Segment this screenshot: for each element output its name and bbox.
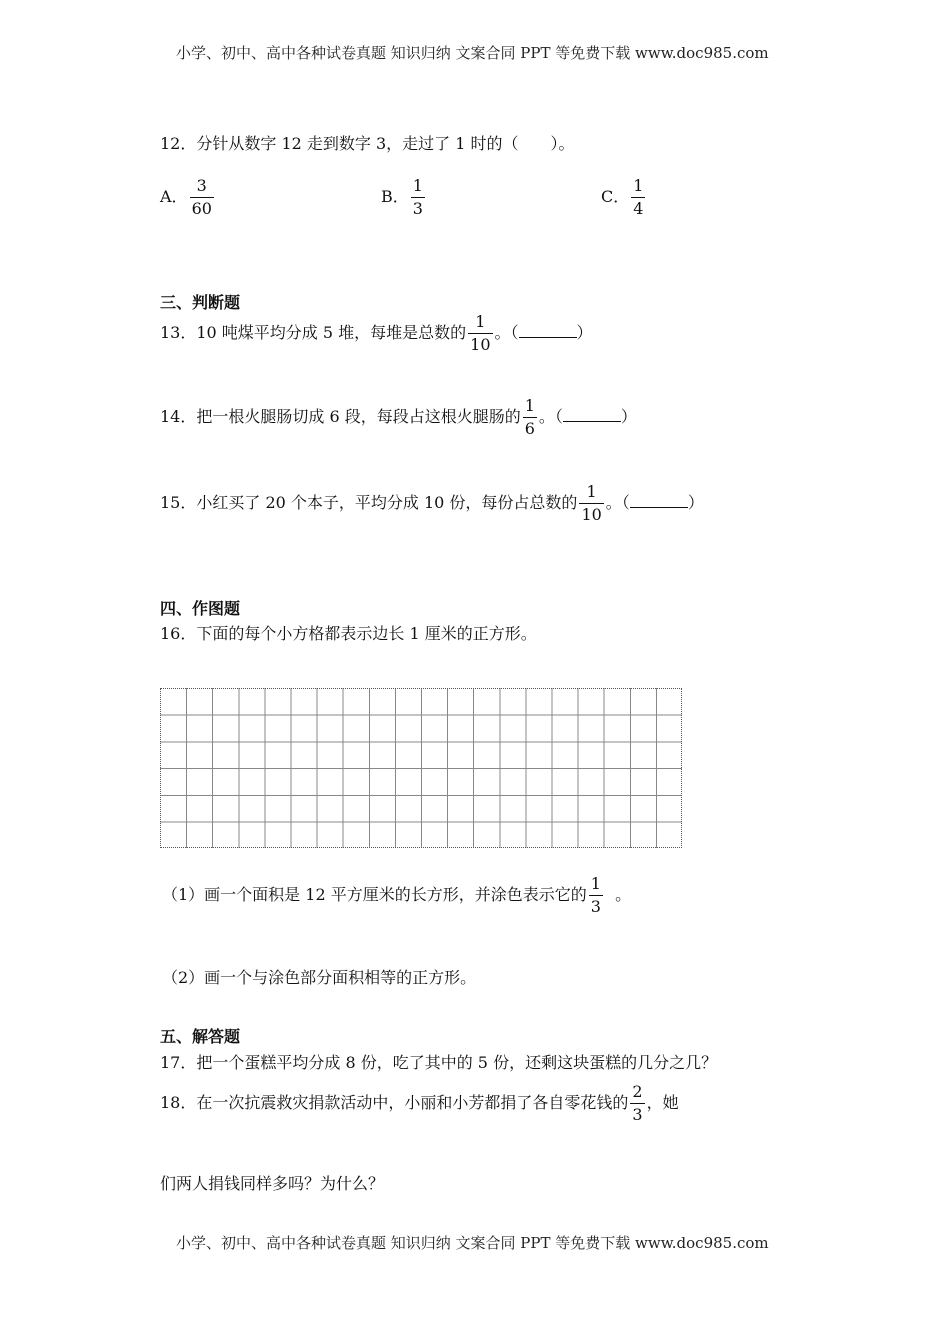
q18-fraction: $\frac{2}{3}$ [632,1082,643,1124]
q15-answer-blank[interactable] [630,495,688,508]
q14-fraction: $\frac{1}{6}$ [524,396,535,438]
option-b-fraction: $\frac{1}{3}$ [412,176,423,218]
question-13: 13．10 吨煤平均分成 5 堆，每堆是总数的 $\frac{1}{10}$ 。（ ） [160,312,593,354]
question-14: 14．把一根火腿肠切成 6 段，每段占这根火腿肠的 $\frac{1}{6}$ 。（ ） [160,396,637,438]
question-17: 17．把一个蛋糕平均分成 8 份，吃了其中的 5 份，还剩这块蛋糕的几分之几？ [160,1053,718,1072]
q13-fraction: $\frac{1}{10}$ [470,312,491,354]
option-a-label: A． [160,187,188,206]
section-3-title: 三、判断题 [160,293,241,312]
option-b[interactable] [381,178,427,217]
question-15: 15．小红买了 20 个本子，平均分成 10 份，每份占总数的 $\frac{1}{10}$ 。（ ） [160,482,704,524]
drawing-grid[interactable] [160,688,682,848]
q15-fraction: $\frac{1}{10}$ [581,482,602,524]
option-a[interactable] [160,178,216,217]
section-5-title: 五、解答题 [160,1027,241,1046]
option-c[interactable] [601,178,647,217]
question-16: 16．下面的每个小方格都表示边长 1 厘米的正方形。 [160,624,537,643]
option-c-label: C． [601,187,630,206]
question-16-part-2: （2）画一个与涂色部分面积相等的正方形。 [162,968,477,987]
question-16-part-1: （1）画一个面积是 12 平方厘米的长方形，并涂色表示它的 $\frac{1}{3}$ 。 [162,874,632,916]
page-footer: 小学、初中、高中各种试卷真题 知识归纳 文案合同 PPT 等免费下载 www.doc985.com [176,1234,769,1252]
q16-part-1-fraction: $\frac{1}{3}$ [590,874,601,916]
question-18: 18．在一次抗震救灾捐款活动中，小丽和小芳都捐了各自零花钱的 $\frac{2}{3}$ ，她 [160,1082,679,1124]
option-c-fraction: $\frac{1}{4}$ [633,176,644,218]
option-a-fraction: $\frac{3}{60}$ [191,176,212,218]
q13-answer-blank[interactable] [519,325,577,338]
q14-answer-blank[interactable] [563,409,621,422]
section-4-title: 四、作图题 [160,599,241,618]
page-header: 小学、初中、高中各种试卷真题 知识归纳 文案合同 PPT 等免费下载 www.doc985.com [176,44,769,62]
option-b-label: B． [381,187,409,206]
question-18-line-2: 们两人捐钱同样多吗？为什么？ [160,1174,385,1193]
question-12: 12．分针从数字 12 走到数字 3，走过了 1 时的（ ）。 [160,134,575,153]
